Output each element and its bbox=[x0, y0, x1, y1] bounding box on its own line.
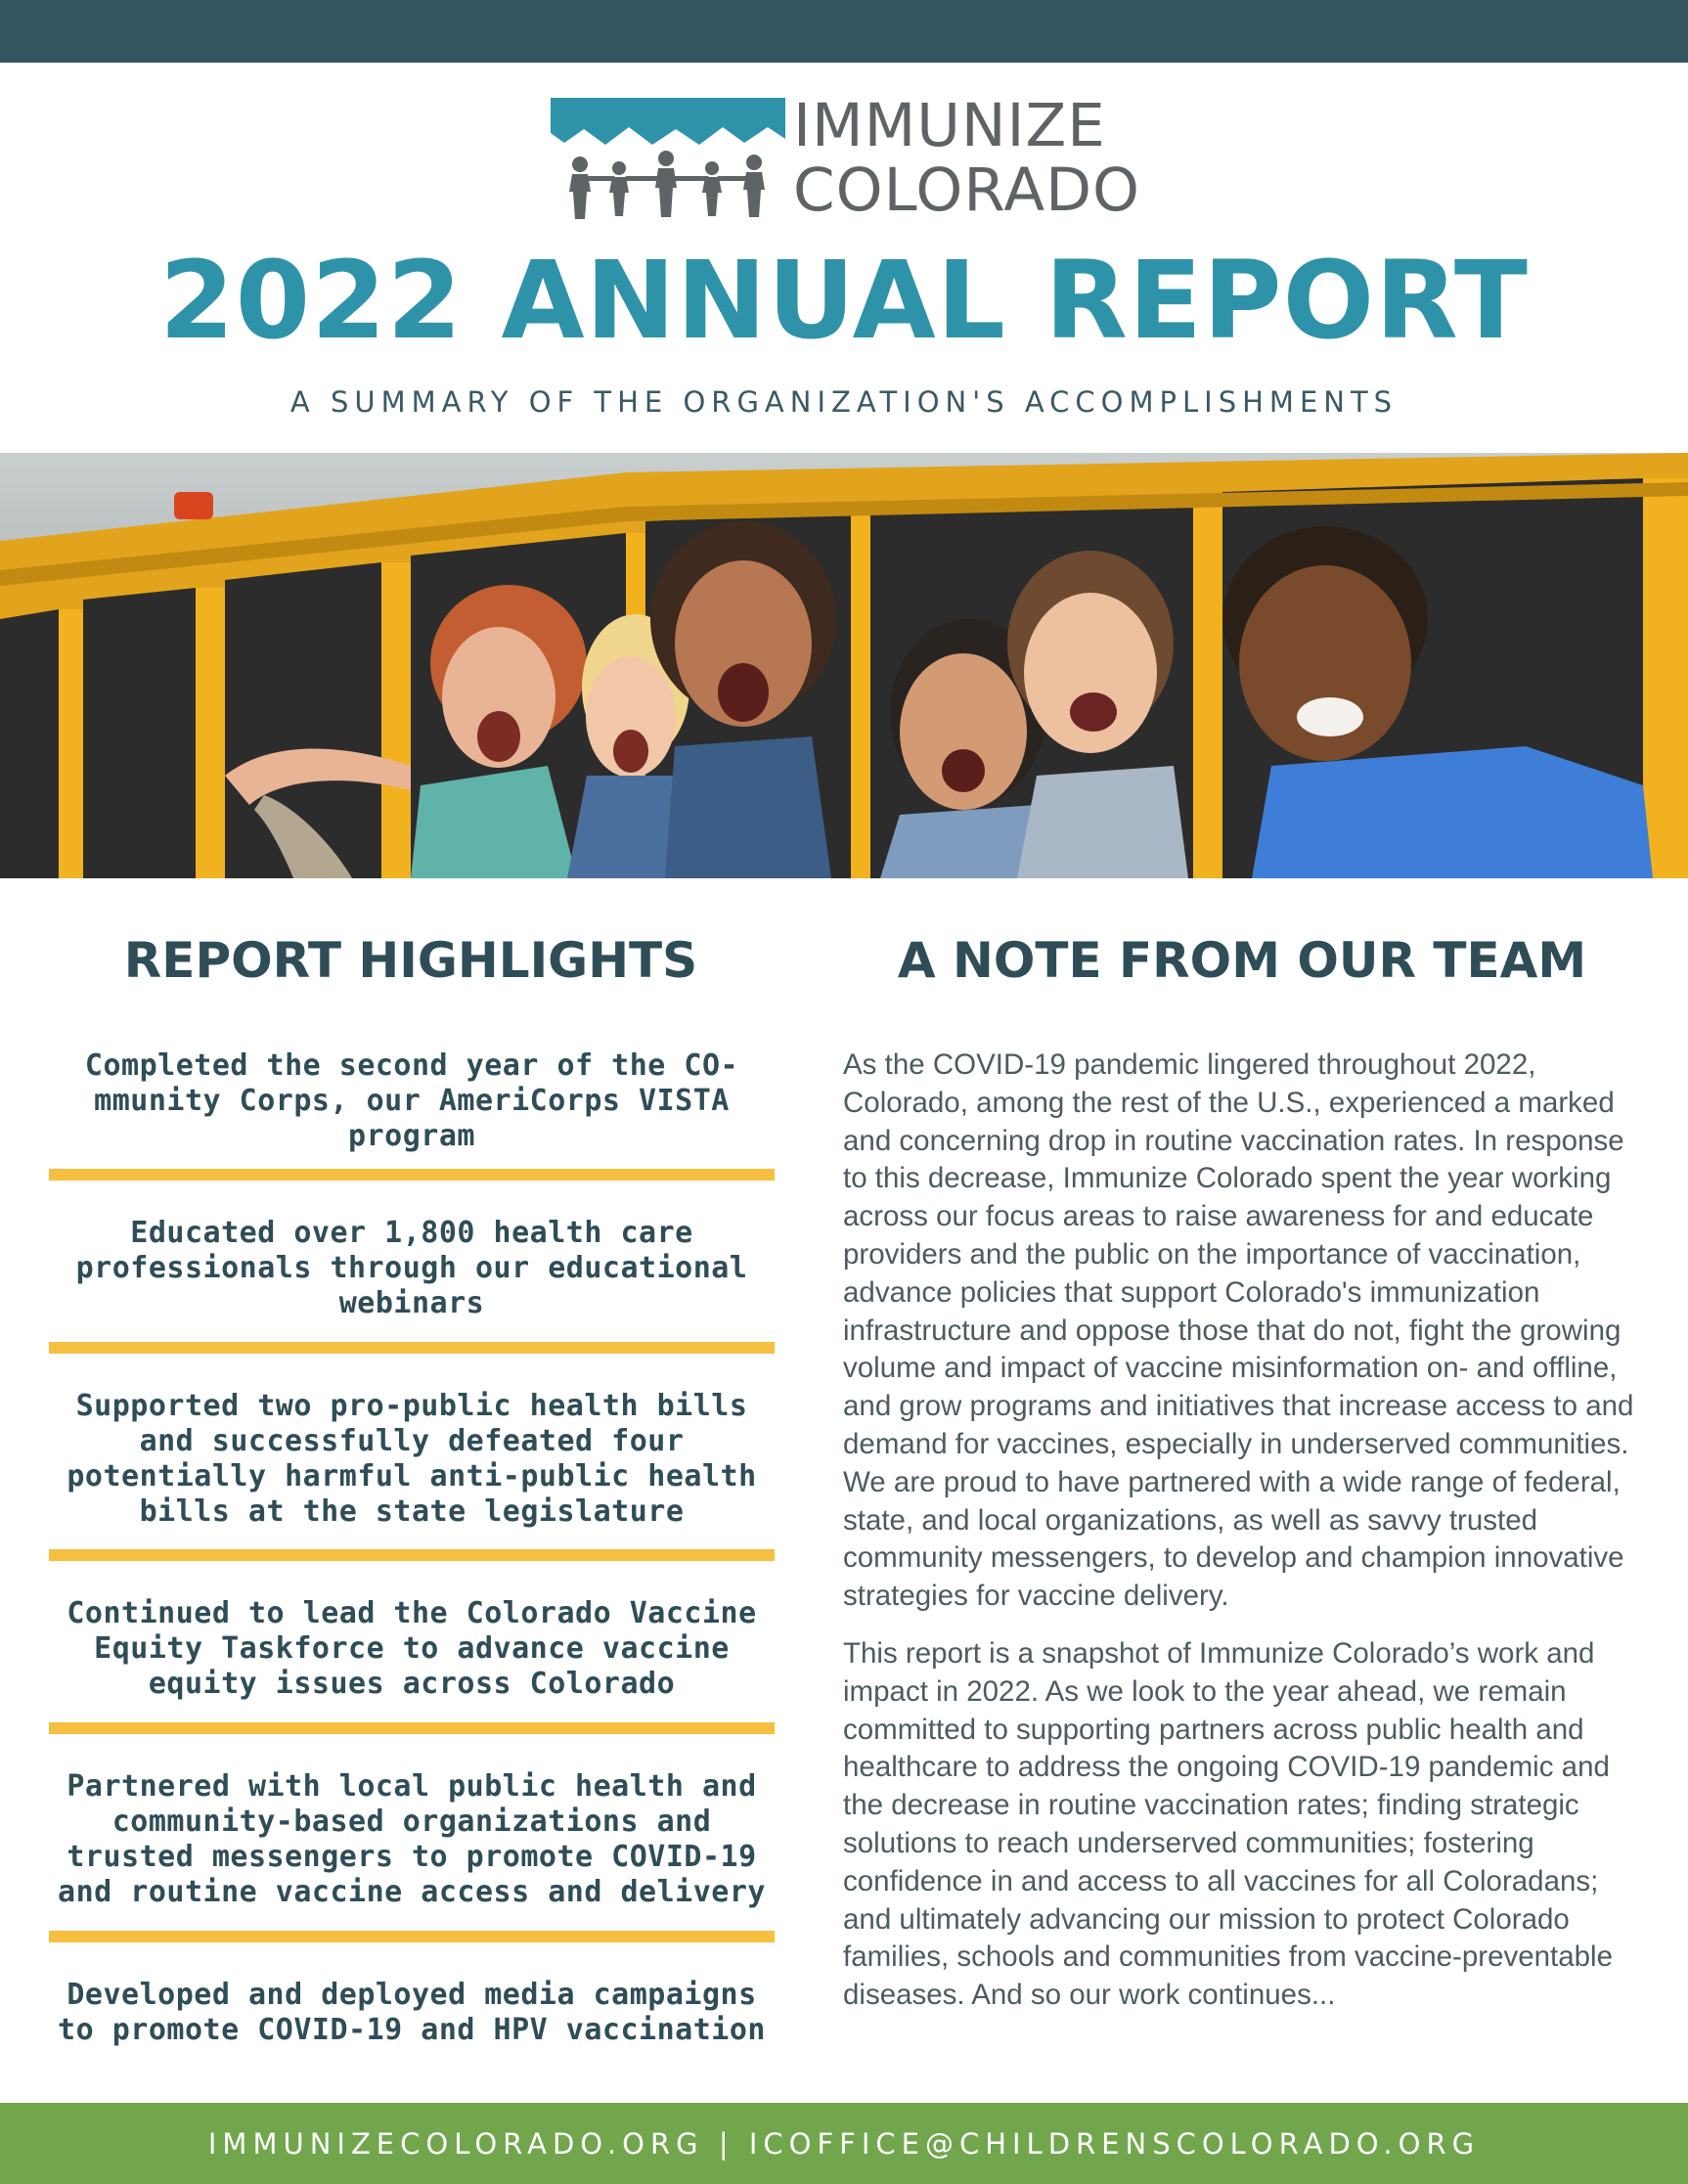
footer-bar bbox=[0, 2103, 1688, 2184]
note-paragraph: This report is a snapshot of Immunize Colorado’s work and impact in 2022. As we look to the year ahead, we remain committed to supporting partners across public health and healthcare to address the ongoing COVID-19 pandemic and the decrease in routine vaccination rates; finding strategic solutions to reach underserved communities; fostering confidence in and access to all vaccines for all Coloradans; and ultimately advancing our mission to protect Colorado families, schools and communities from vaccine-preventable diseases. And so our work continues... bbox=[843, 1636, 1614, 2012]
logo-line-1: IMMUNIZE bbox=[793, 91, 1106, 160]
highlight-item: Supported two pro-public health bills and successfully defeated four potentially harmful anti-public health bills at the state legislature bbox=[67, 1389, 757, 1529]
highlight-divider bbox=[49, 1722, 775, 1734]
logo-wordmark bbox=[793, 91, 1141, 225]
note-heading: A NOTE FROM OUR TEAM bbox=[897, 932, 1587, 989]
note-paragraph: As the COVID-19 pandemic lingered throughout 2022, Colorado, among the rest of the U.S., experienced a marked and concerning drop in routine vaccination rates. In response to this decrease, Immunize Colorado spent the year working across our focus areas to raise awareness for and educate providers and the public on the importance of vaccination, advance policies that support Colorado's immunization infrastructure and oppose those that do not, fight the growing volume and impact of vaccine misinformation on- and offline, and grow programs and initiatives that increase access to and demand for vaccines, especially in underserved communities. We are proud to have partnered with a wide range of federal, state, and local organizations, as well as savvy trusted community messengers, to develop and champion innovative strategies for vaccine delivery. bbox=[843, 1048, 1634, 1613]
highlight-item: Partnered with local public health and community-based organizations and trusted messengers to promote COVID-19 and routine vaccine access and delivery bbox=[58, 1769, 766, 1909]
highlight-item: Continued to lead the Colorado Vaccine Equity Taskforce to advance vaccine equity issues across Colorado bbox=[67, 1596, 757, 1701]
highlight-divider bbox=[49, 1169, 775, 1181]
logo-line-2: COLORADO bbox=[793, 156, 1141, 225]
highlights-heading: REPORT HIGHLIGHTS bbox=[123, 932, 698, 989]
highlight-item: Educated over 1,800 health care professionals through our educational webinars bbox=[75, 1216, 748, 1320]
highlight-item: Developed and deployed media campaigns to promote COVID-19 and HPV vaccination bbox=[58, 1978, 766, 2047]
team-note bbox=[843, 1047, 1645, 2034]
immunize-colorado-logo bbox=[551, 91, 1147, 225]
top-banner bbox=[0, 0, 1688, 63]
highlights-list bbox=[49, 1037, 775, 2050]
footer-contact-text: IMMUNIZECOLORADO.ORG | ICOFFICE@CHILDRENSCOLORADO.ORG bbox=[207, 2126, 1481, 2161]
report-subtitle: A SUMMARY OF THE ORGANIZATION'S ACCOMPLISHMENTS bbox=[289, 385, 1399, 419]
highlight-divider bbox=[49, 1342, 775, 1354]
highlight-divider bbox=[49, 1931, 775, 1942]
family-logo-icon bbox=[551, 94, 785, 221]
hero-photo-school-bus-children bbox=[0, 453, 1688, 878]
highlight-divider bbox=[49, 1549, 775, 1561]
report-title: 2022 ANNUAL REPORT bbox=[159, 238, 1529, 363]
highlight-item: Completed the second year of the CO-mmunity Corps, our AmeriCorps VISTA program bbox=[84, 1048, 739, 1153]
